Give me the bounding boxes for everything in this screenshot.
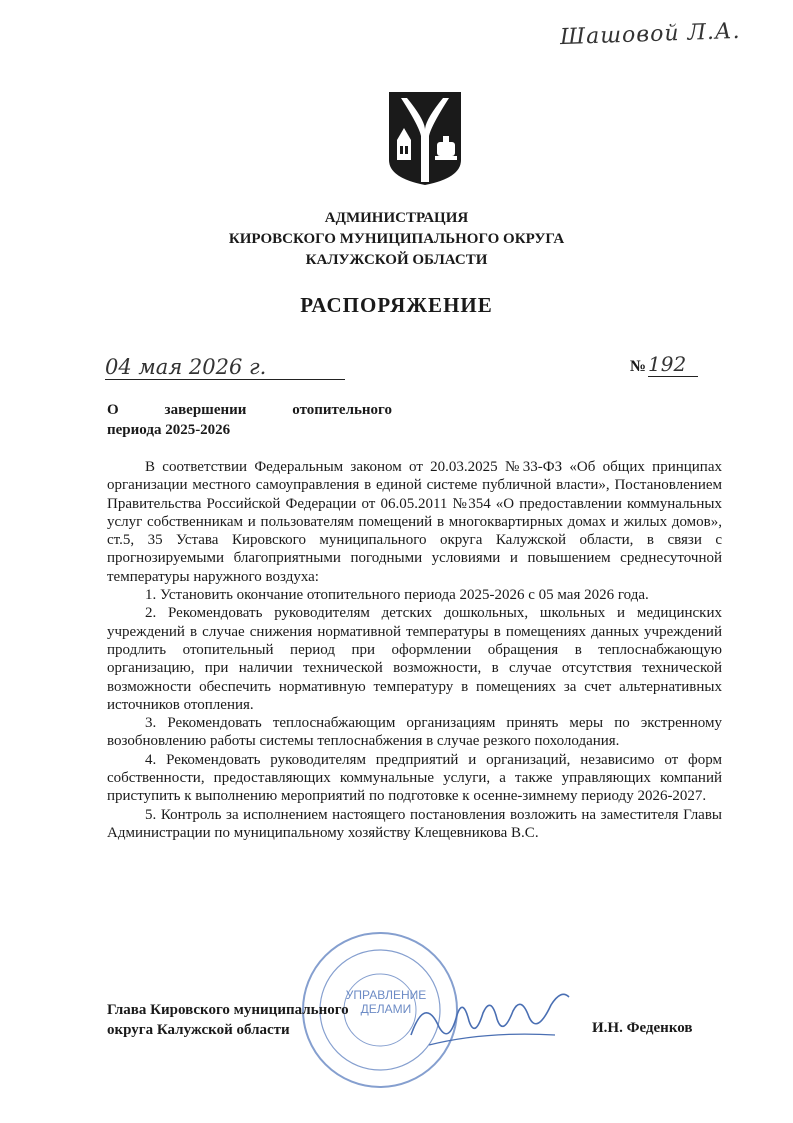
- stamp-text-line1: УПРАВЛЕНИЕ: [345, 988, 427, 1002]
- body-item-1: 1. Установить окончание отопительного периода 2025-2026 с 05 мая 2026 года.: [145, 587, 649, 604]
- document-number-label: №: [630, 358, 647, 375]
- org-name-line2: КИРОВСКОГО МУНИЦИПАЛЬНОГО ОКРУГА: [228, 231, 565, 247]
- stamp-text-line2: ДЕЛАМИ: [360, 1002, 412, 1016]
- signatory-title-line1: Глава Кировского муниципального: [107, 1002, 349, 1018]
- body-item-3: 3. Рекомендовать теплоснабжающим организациям принять меры по экстренному возобновлению работы системы теплоснабжения в случае резкого похолодания.: [107, 715, 722, 750]
- document-subject: [107, 400, 392, 440]
- document-type-title: РАСПОРЯЖЕНИЕ: [300, 293, 493, 317]
- signatory-title: [107, 1000, 349, 1040]
- org-name-line3: КАЛУЖСКОЙ ОБЛАСТИ: [305, 252, 488, 268]
- signatory-title-line2: округа Калужской области: [107, 1022, 290, 1038]
- body-item-5: 5. Контроль за исполнением настоящего постановления возложить на заместителя Главы Администрации по муниципальному хозяйству Клещевникова В.С.: [107, 806, 722, 841]
- signatory-name: И.Н. Феденков: [592, 1020, 693, 1036]
- subject-line1: О завершении отопительного: [107, 402, 392, 418]
- handwritten-signature-icon: [405, 975, 575, 1055]
- handwritten-date: 04 мая 2026 г.: [105, 355, 345, 380]
- document-body: [107, 458, 722, 842]
- body-preamble: В соответствии Федеральным законом от 20.03.2025 №33-ФЗ «Об общих принципах организации местного самоуправления в единой системе публичной власти», Постановлением Правительства Российской Федерации от 06.05.2011 №354 «О предоставлении коммунальных услуг собственникам и пользователям помещений в многоквартирных домах и жилых домов», ст.5, 35 Устава Кировского муниципального округа Калужской области, в связи с прогнозируемыми благоприятными погодными условиями и повышением среднесуточной температуры наружного воздуха:: [107, 459, 722, 585]
- coat-of-arms-icon: [387, 90, 463, 186]
- handwritten-addressee-note: Шашовой Л.А.: [559, 18, 741, 51]
- body-item-2: 2. Рекомендовать руководителям детских дошкольных, школьных и медицинских учреждений в случае снижения нормативной температуры в помещениях данных учреждений продлить отопительный период при оформлении обращения в теплоснабжающую организацию, при наличии технической возможности, в случае отсутствия технической возможности обеспечить нормативную температуру в помещениях за счет альтернативных источников отопления.: [107, 605, 722, 713]
- org-name-line1: АДМИНИСТРАЦИЯ: [324, 210, 469, 226]
- body-item-4: 4. Рекомендовать руководителям предприятий и организаций, независимо от форм собственности, предоставляющих коммунальные услуги, а также управляющих компаний приступить к выполнению мероприятий по подготовке к осенне-зимнему периоду 2026-2027.: [107, 751, 722, 805]
- subject-line2: периода 2025-2026: [107, 422, 231, 438]
- document-number-value: 192: [648, 352, 698, 377]
